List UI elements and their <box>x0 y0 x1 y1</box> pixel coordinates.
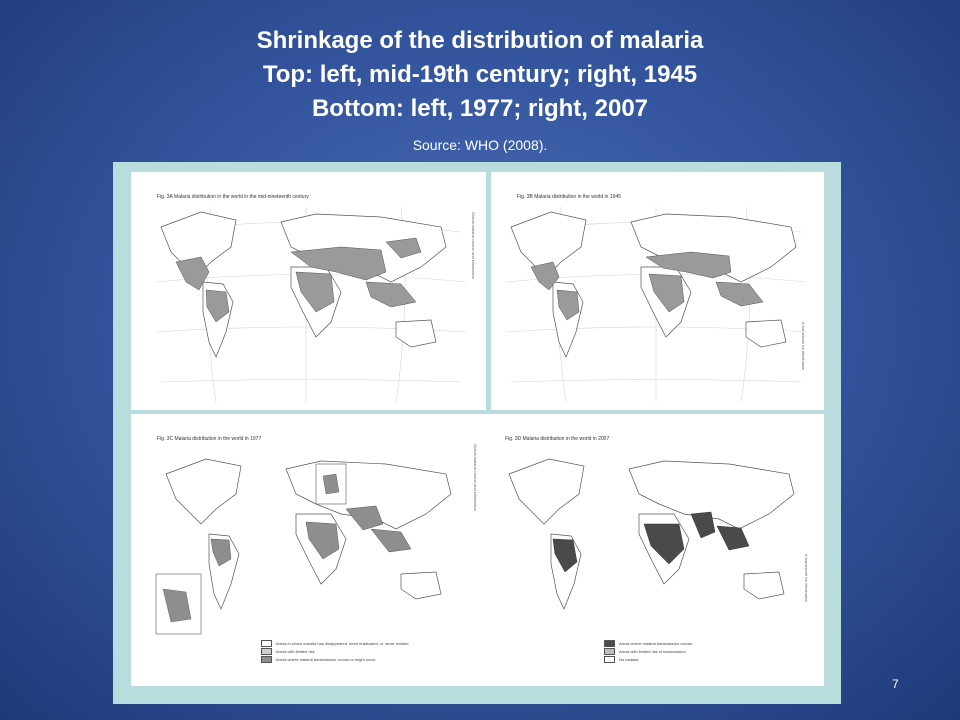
legend-label: Areas with limited risk of transmission <box>619 648 686 654</box>
malaria-maps-figure <box>113 162 841 704</box>
map-caption: Fig. 3B Malaria distribution in the world in 1945 <box>517 194 621 200</box>
map-caption: Fig. 3C Malaria distribution in the world in 1977 <box>157 436 262 442</box>
legend-swatch <box>604 648 615 655</box>
slide-page-number: 7 <box>892 677 899 691</box>
map-side-text: Global malaria control and elimination <box>471 212 476 279</box>
legend-swatch <box>261 648 272 655</box>
legend-swatch <box>261 640 272 647</box>
legend-label: Areas where malaria transmission occurs or might occur <box>276 656 376 662</box>
source-note: Source: WHO (2008). <box>412 137 548 153</box>
map-legend-2007 <box>604 639 692 663</box>
legend-label: Areas with limited risk <box>276 648 315 654</box>
map-side-text: Global malaria control and elimination <box>473 444 478 511</box>
slide-title <box>0 24 960 126</box>
legend-swatch <box>604 656 615 663</box>
map-side-text: A framework for elimination <box>804 554 809 603</box>
legend-swatch <box>604 640 615 647</box>
legend-item <box>604 639 692 647</box>
title-line-3: Bottom: left, 1977; right, 2007 <box>311 95 649 122</box>
legend-label: Areas where malaria transmission occurs <box>619 640 693 646</box>
title-line-1: Shrinkage of the distribution of malaria <box>256 27 704 54</box>
map-caption: Fig. 3D Malaria distribution in the world in 2007 <box>505 436 610 442</box>
legend-item <box>604 647 692 655</box>
legend-item <box>261 639 409 647</box>
map-panel-mid-19th-century <box>131 172 486 410</box>
title-line-2: Top: left, mid-19th century; right, 1945 <box>262 61 698 88</box>
legend-label: Areas in which malaria has disappeared, been eradicated, or never existed <box>276 640 409 646</box>
map-legend-1977 <box>261 639 409 663</box>
map-caption: Fig. 3A Malaria distribution in the world in the mid-nineteenth century <box>157 194 309 200</box>
world-map-mid-19th-century <box>131 172 486 410</box>
world-map-1945 <box>491 172 824 410</box>
map-panel-1977 <box>131 414 486 686</box>
map-panel-2007 <box>479 414 824 686</box>
legend-swatch <box>261 656 272 663</box>
legend-item <box>261 655 409 663</box>
map-side-text: A framework for elimination <box>801 322 806 371</box>
map-panel-1945 <box>491 172 824 410</box>
legend-item <box>261 647 409 655</box>
legend-item <box>604 655 692 663</box>
legend-label: No malaria <box>619 656 639 662</box>
